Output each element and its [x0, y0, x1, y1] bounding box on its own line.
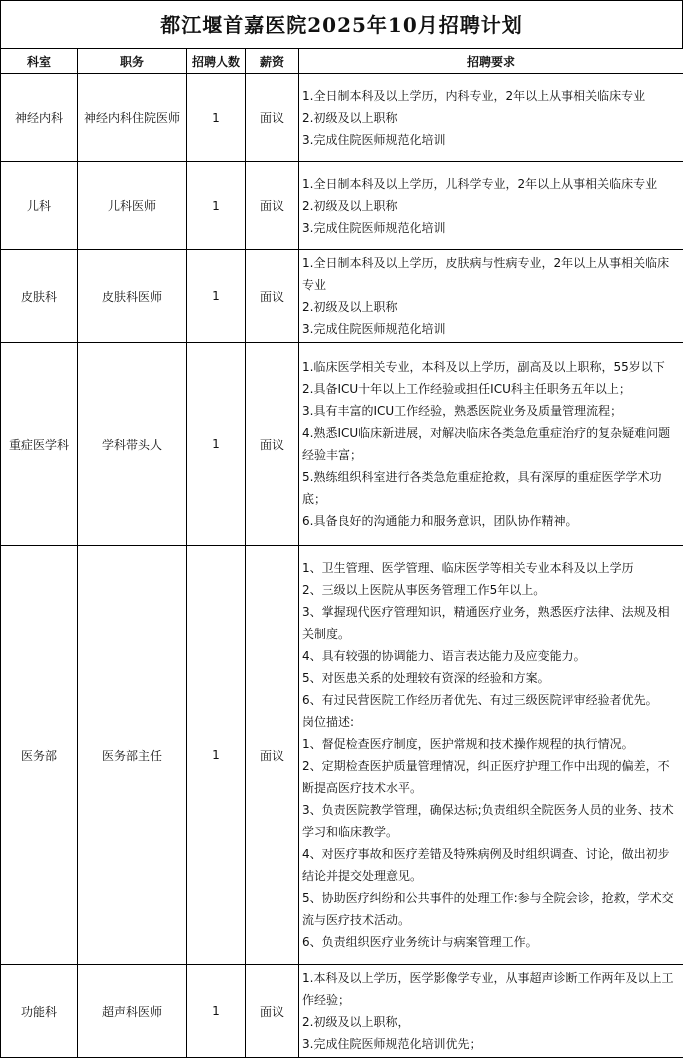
header-row [1, 49, 683, 74]
requirements-cell [299, 74, 683, 162]
requirements-cell [299, 250, 683, 343]
salary-cell: 面议 [246, 965, 299, 1058]
header-dept: 科室 [1, 49, 78, 74]
count-cell: 1 [187, 546, 246, 965]
dept-cell: 重症医学科 [1, 343, 78, 546]
requirement-line: 1.全日制本科及以上学历，内科专业，2年以上从事相关临床专业 [302, 85, 681, 107]
table-row [1, 250, 683, 343]
dept-cell: 儿科 [1, 162, 78, 250]
requirement-line: 6、负责组织医疗业务统计与病案管理工作。 [302, 931, 681, 953]
requirement-line: 1.全日制本科及以上学历，皮肤病与性病专业，2年以上从事相关临床专业 [302, 252, 681, 296]
table-row [1, 162, 683, 250]
table-row [1, 546, 683, 965]
table-row [1, 965, 683, 1058]
requirement-line: 2.初级及以上职称， [302, 1011, 681, 1033]
position-cell: 医务部主任 [78, 546, 187, 965]
requirement-line: 5.熟练组织科室进行各类急危重症抢救，具有深厚的重症医学学术功底； [302, 466, 681, 510]
requirement-line: 岗位描述: [302, 711, 681, 733]
count-cell: 1 [187, 965, 246, 1058]
requirement-line: 1、卫生管理、医学管理、临床医学等相关专业本科及以上学历 [302, 557, 681, 579]
header-salary: 薪资 [246, 49, 299, 74]
requirement-line: 6、有过民营医院工作经历者优先、有过三级医院评审经验者优先。 [302, 689, 681, 711]
requirement-line: 1.本科及以上学历，医学影像学专业，从事超声诊断工作两年及以上工作经验； [302, 967, 681, 1011]
requirement-line: 2、定期检查医护质量管理情况，纠正医疗护理工作中出现的偏差，不断提高医疗技术水平。 [302, 755, 681, 799]
requirement-line: 1.全日制本科及以上学历，儿科学专业，2年以上从事相关临床专业 [302, 173, 681, 195]
requirement-line: 3.完成住院医师规范化培训 [302, 217, 681, 239]
header-requirements: 招聘要求 [299, 49, 683, 74]
requirement-line: 3.具有丰富的ICU工作经验，熟悉医院业务及质量管理流程； [302, 400, 681, 422]
requirement-line: 3.完成住院医师规范化培训 [302, 318, 681, 340]
requirement-line: 2、三级以上医院从事医务管理工作5年以上。 [302, 579, 681, 601]
header-count: 招聘人数 [187, 49, 246, 74]
position-cell: 学科带头人 [78, 343, 187, 546]
dept-cell: 皮肤科 [1, 250, 78, 343]
table-row [1, 343, 683, 546]
count-cell: 1 [187, 162, 246, 250]
position-cell: 神经内科住院医师 [78, 74, 187, 162]
requirement-line: 4、具有较强的协调能力、语言表达能力及应变能力。 [302, 645, 681, 667]
page-title: 都江堰首嘉医院2025年10月招聘计划 [0, 0, 683, 48]
requirements-cell [299, 343, 683, 546]
requirement-line: 3、掌握现代医疗管理知识，精通医疗业务，熟悉医疗法律、法规及相关制度。 [302, 601, 681, 645]
salary-cell: 面议 [246, 546, 299, 965]
requirement-line: 2.具备ICU十年以上工作经验或担任ICU科主任职务五年以上； [302, 378, 681, 400]
requirement-line: 5、对医患关系的处理较有资深的经验和方案。 [302, 667, 681, 689]
header-position: 职务 [78, 49, 187, 74]
requirements-cell [299, 965, 683, 1058]
count-cell: 1 [187, 343, 246, 546]
salary-cell: 面议 [246, 343, 299, 546]
count-cell: 1 [187, 74, 246, 162]
position-cell: 超声科医师 [78, 965, 187, 1058]
salary-cell: 面议 [246, 162, 299, 250]
requirement-line: 5、协助医疗纠纷和公共事件的处理工作:参与全院会诊，抢救，学术交流与医疗技术活动。 [302, 887, 681, 931]
requirement-line: 2.初级及以上职称 [302, 107, 681, 129]
dept-cell: 神经内科 [1, 74, 78, 162]
requirement-line: 3.完成住院医师规范化培训优先； [302, 1033, 681, 1055]
position-cell: 儿科医师 [78, 162, 187, 250]
dept-cell: 医务部 [1, 546, 78, 965]
salary-cell: 面议 [246, 74, 299, 162]
count-cell: 1 [187, 250, 246, 343]
requirement-line: 4、对医疗事故和医疗差错及特殊病例及时组织调查、讨论，做出初步结论并提交处理意见。 [302, 843, 681, 887]
requirement-line: 2.初级及以上职称 [302, 195, 681, 217]
requirement-line: 1、督促检查医疗制度，医护常规和技术操作规程的执行情况。 [302, 733, 681, 755]
requirements-cell [299, 162, 683, 250]
requirement-line: 2.初级及以上职称 [302, 296, 681, 318]
position-cell: 皮肤科医师 [78, 250, 187, 343]
requirement-line: 1.临床医学相关专业，本科及以上学历，副高及以上职称，55岁以下 [302, 356, 681, 378]
requirements-cell [299, 546, 683, 965]
table-row [1, 74, 683, 162]
requirement-line: 4.熟悉ICU临床新进展，对解决临床各类急危重症治疗的复杂疑难问题经验丰富； [302, 422, 681, 466]
requirement-line: 6.具备良好的沟通能力和服务意识，团队协作精神。 [302, 510, 681, 532]
recruitment-table [0, 48, 683, 1058]
requirement-line: 3.完成住院医师规范化培训 [302, 129, 681, 151]
dept-cell: 功能科 [1, 965, 78, 1058]
salary-cell: 面议 [246, 250, 299, 343]
requirement-line: 3、负责医院教学管理，确保达标;负责组织全院医务人员的业务、技术学习和临床教学。 [302, 799, 681, 843]
